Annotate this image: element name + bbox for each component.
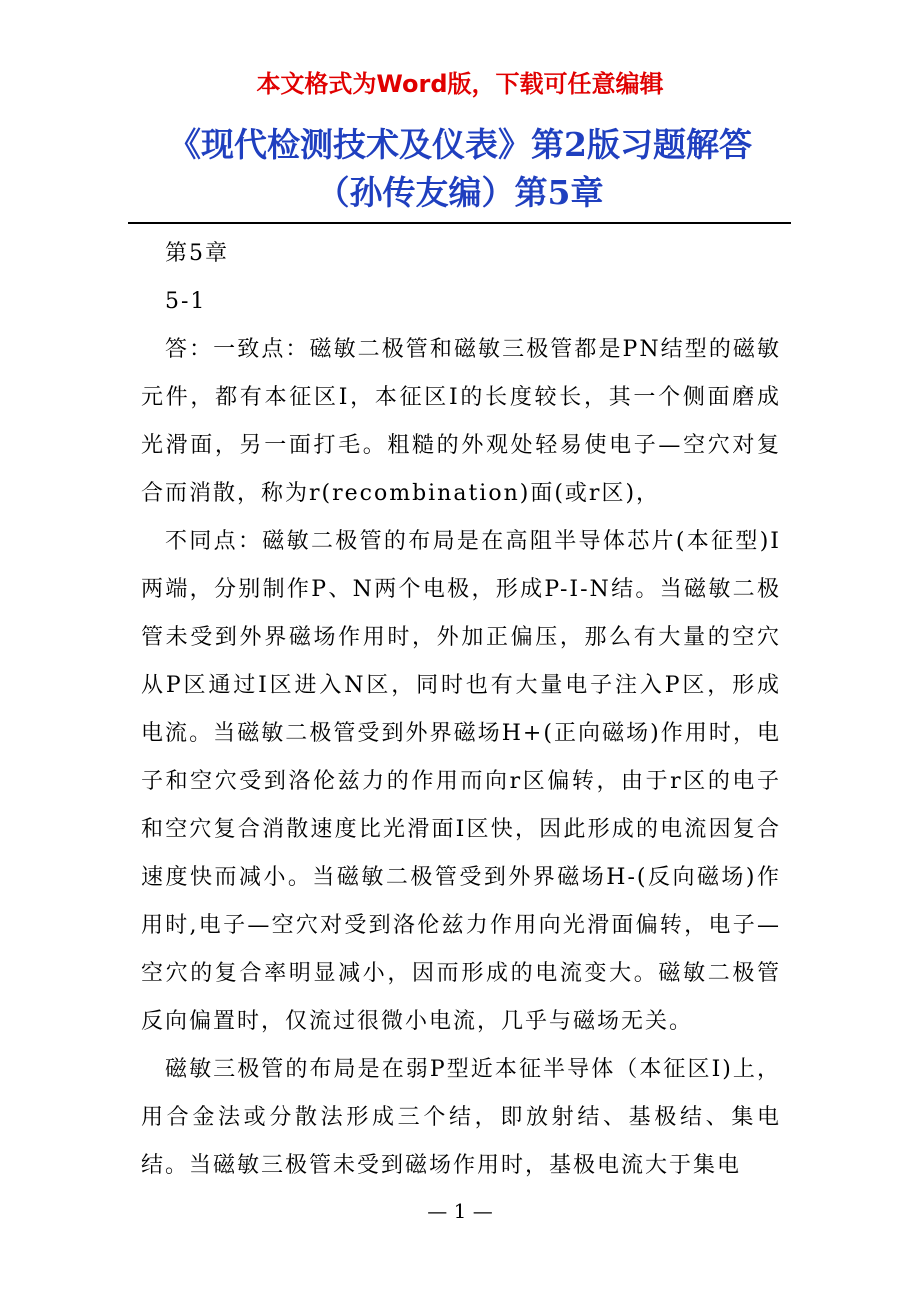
document-title-line1: 《现代检测技术及仪表》第2版习题解答 — [168, 125, 752, 164]
paragraph-transistor: 磁敏三极管的布局是在弱P型近本征半导体（本征区I)上，用合金法或分散法形成三个结，即放射结、基极结、集电结。当磁敏三极管未受到磁场作用时，基极电流大于集电 — [141, 1057, 781, 1178]
title-divider — [128, 222, 791, 224]
chapter-heading: 第5章 — [165, 241, 229, 266]
document-body — [141, 230, 781, 1190]
section-number: 5-1 — [165, 289, 207, 314]
download-notice: 本文格式为Word版，下载可任意编辑 — [256, 70, 664, 98]
page-number: — 1 — — [427, 1199, 493, 1223]
paragraph-diode-differences: 不同点：磁敏二极管的布局是在高阻半导体芯片(本征型)I两端，分别制作P、N两个电极，形成P-I-N结。当磁敏二极管未受到外界磁场作用时，外加正偏压，那么有大量的空穴从P区通过I区进入N区，同时也有大量电子注入P区，形成电流。当磁敏二极管受到外界磁场H+(正向磁场)作用时，电子和空穴受到洛伦兹力的作用而向r区偏转，由于r区的电子和空穴复合消散速度比光滑面I区快，因此形成的电流因复合速度快而减小。当磁敏二极管受到外界磁场H-(反向磁场)作用时,电子—空穴对受到洛伦兹力作用向光滑面偏转，电子—空穴的复合率明显减小，因而形成的电流变大。磁敏二极管反向偏置时，仅流过很微小电流，几乎与磁场无关。 — [141, 529, 781, 1034]
paragraph-similarities: 答：一致点：磁敏二极管和磁敏三极管都是PN结型的磁敏元件，都有本征区I，本征区I的长度较长，其一个侧面磨成光滑面，另一面打毛。粗糙的外观处轻易使电子—空穴对复合而消散，称为r(recombination)面(或r区)， — [141, 337, 781, 506]
document-title-line2: （孙传友编）第5章 — [316, 173, 604, 212]
